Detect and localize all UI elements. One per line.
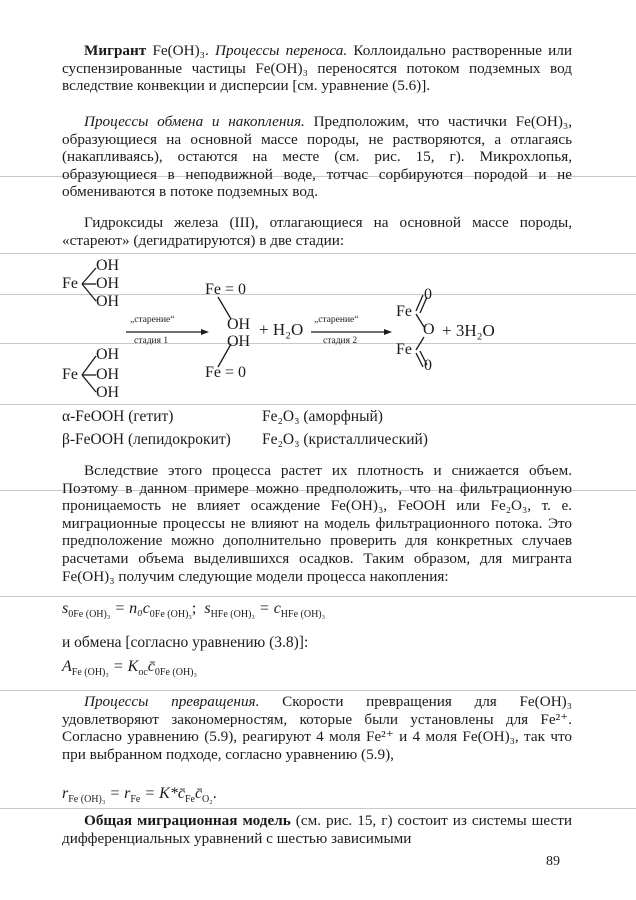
group-fe-o: Fe = 0: [205, 364, 247, 381]
equation-accumulation: $s_{0Fe (OH)_3} = n_0c_{0Fe (OH)_3}$; $s_{HFe (OH)_3} = c_{HFe (OH)_3}$: [62, 600, 326, 621]
group-oh: OH: [96, 293, 120, 310]
atom-oxygen: 0: [424, 357, 432, 374]
heading-general-model: Общая миграционная модель: [84, 812, 291, 829]
paragraph-transformation: [62, 693, 572, 763]
paragraph-density: [62, 462, 572, 585]
heading-transport: Процессы переноса.: [214, 42, 348, 59]
group-oh: OH: [96, 384, 120, 401]
atom-fe: Fe: [396, 341, 412, 358]
group-oh: OH: [227, 316, 251, 333]
atom-oxygen: O: [423, 321, 435, 338]
heading-transformation: Процессы превращения.: [84, 693, 260, 710]
equation-rate: $r_{Fe (OH)_3} = r_{Fe}$ = $K*c̄_{Fe}c̄_{O_2}$.: [62, 785, 217, 806]
group-oh: OH: [96, 366, 120, 383]
paragraph-general-model: [62, 812, 572, 847]
paragraph-text: Гидроксиды железа (III), отлагающиеся на основной массе породы, «стареют» (дегидратируются) в две стадии:: [62, 214, 572, 249]
paragraph-text: (см. рис. 15, г) состоит из системы шести дифференциальных уравнений с шестью зависимыми: [62, 812, 572, 847]
group-oh: OH: [96, 346, 120, 363]
oxide-amorphous: Fe₂O₃ (аморфный): [262, 408, 383, 425]
atom-fe: Fe: [62, 366, 78, 383]
group-fe-o: Fe = 0: [205, 281, 247, 298]
mineral-lepidocrocite: β-FeOOH (лепидокрокит): [62, 431, 231, 448]
arrow-label-stage: стадия 1: [134, 336, 169, 346]
product-water: + 3H₂O: [442, 321, 495, 340]
term-migrant: Мигрант: [84, 42, 147, 59]
paragraph-text: Коллоидально растворенные или суспензированные частицы Fe(OH)₃ переносятся потоком подземных вод вследствие конвекции и дисперсии [см. уравнение (5.6)].: [62, 42, 572, 95]
product-water: + H₂O: [259, 320, 304, 339]
paragraph-text: Вследствие этого процесса растет их плотность и снижается объем. Поэтому в данном примере можно предположить, что на фильтрационную проницаемость не влияет осаждение Fe(OH)₃, FeOOH или Fe₂O₃, т. е. миграционные процессы не влияют на модель фильтрационного потока. Это предположение можно дополнительно проверить для конкретных случаев расчетами объема выделившихся осадков. Таким образом, для мигранта Fe(OH)₃ получим следующие модели процесса накопления:: [62, 462, 572, 585]
oxide-crystalline: Fe₂O₃ (кристаллический): [262, 431, 428, 448]
paragraph-text: Скорости превращения для Fe(OH)₃ удовлетворяют закономерностям, которые были установлены для Fe²⁺. Согласно уравнению (5.9), реагируют 4 моля Fe²⁺ и 4 моля Fe(OH)₃, так что при выбранном подходе, согласно уравнению (5.9),: [62, 693, 573, 763]
arrow-label-aging: „старение“: [130, 315, 175, 325]
heading-exchange: Процессы обмена и накопления.: [84, 113, 305, 130]
group-oh: OH: [96, 275, 120, 292]
group-oh: OH: [96, 257, 120, 274]
page-number: 89: [546, 854, 560, 869]
formula-fe-oh3: Fe(OH)₃.: [152, 42, 209, 59]
arrow-label-aging: „старение“: [314, 315, 359, 325]
group-oh: OH: [227, 333, 251, 350]
equation-exchange: $A_{Fe (OH)_3}$ = $K_{oc}c̄_{0Fe (OH)_3}$: [62, 658, 197, 679]
paragraph-text: Предположим, что частички Fe(OH)₃, образующиеся на основной массе породы, не растворяются, а отлагаясь (накапливаясь), остаются на месте (см. рис. 15, г). Микрохлопья, образующиеся в неподвижной воде, тотчас сорбируются породой и не обмениваются в потоке подземных вод.: [62, 113, 572, 201]
exchange-intro-line: и обмена [согласно уравнению (3.8)]:: [62, 634, 309, 651]
mineral-goethite: α-FeOOH (гетит): [62, 408, 174, 425]
arrow-label-stage: стадия 2: [323, 336, 358, 346]
atom-fe: Fe: [396, 303, 412, 320]
atom-oxygen: 0: [424, 286, 432, 303]
atom-fe: Fe: [62, 275, 78, 292]
